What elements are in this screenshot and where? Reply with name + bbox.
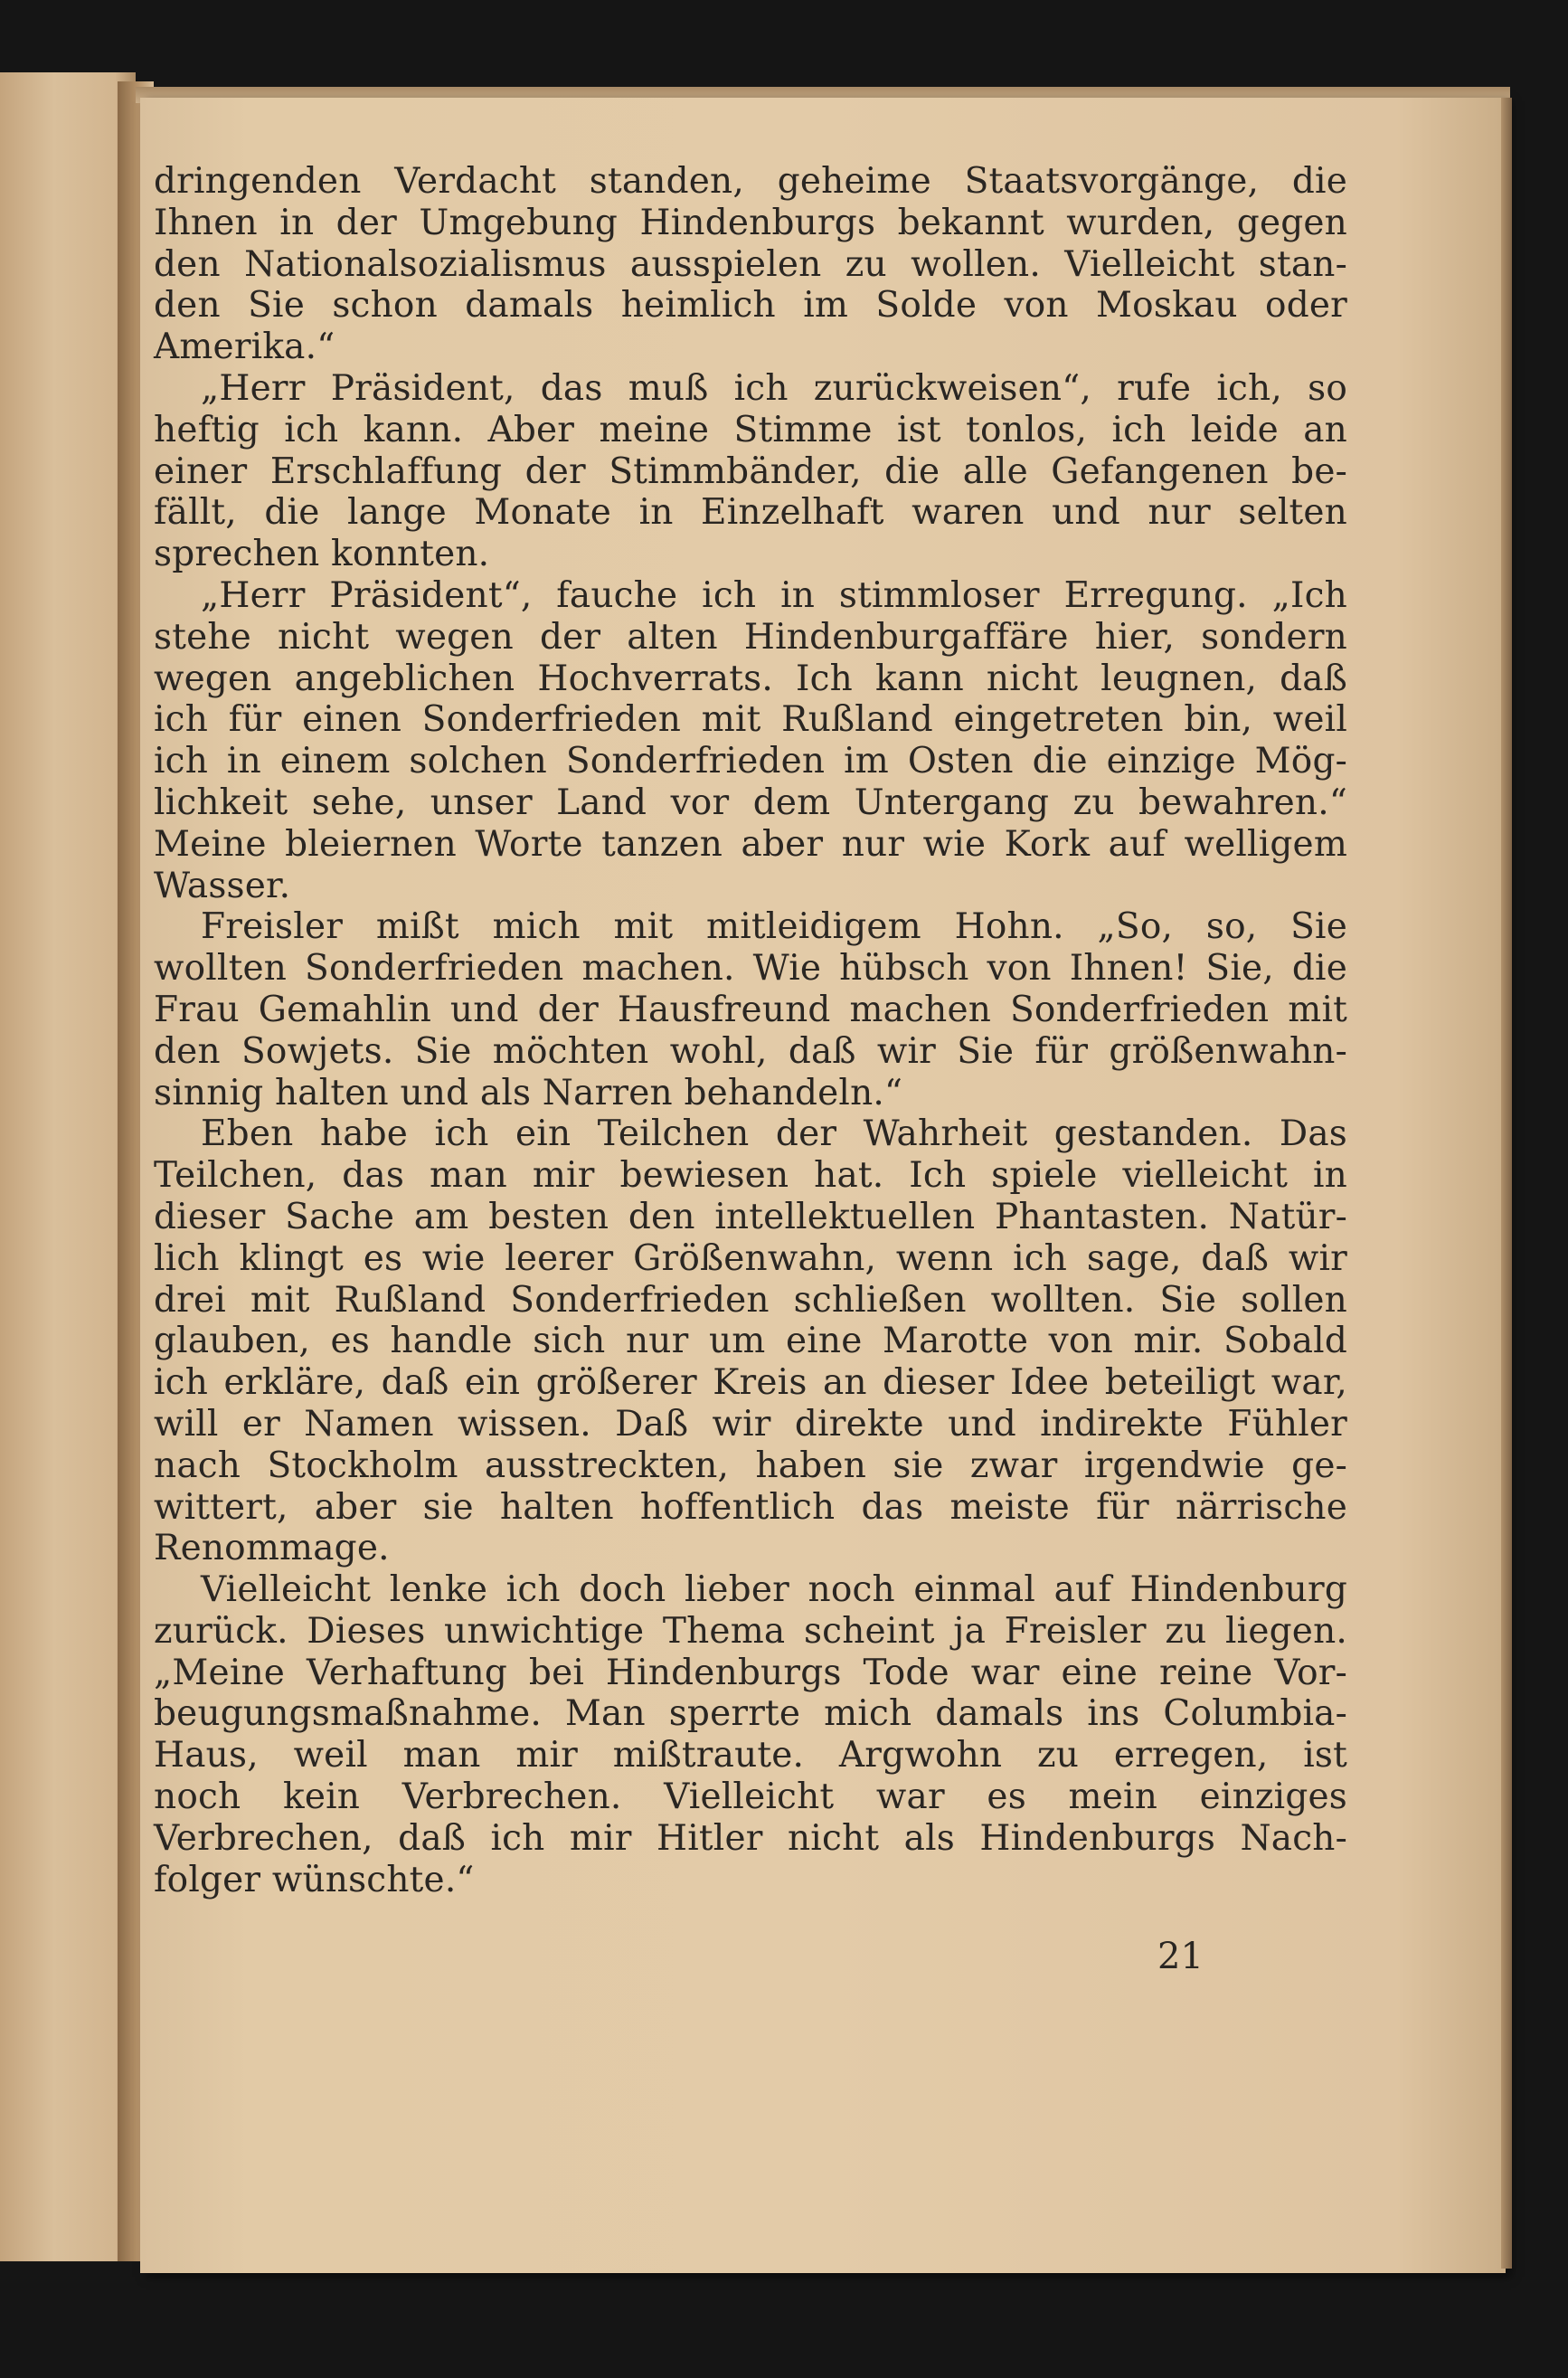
text-line: Eben habe ich ein Teilchen der Wahrheit gestanden. Das (201, 1113, 1347, 1155)
text-line: Haus, weil man mir mißtraute. Argwohn zu erregen, ist (154, 1735, 1347, 1776)
page-right-edge (1501, 98, 1512, 2269)
text-line: will er Namen wissen. Daß wir direkte und indirekte Fühler (154, 1403, 1347, 1445)
text-line: Wasser. (154, 865, 291, 906)
text-line: zurück. Dieses unwichtige Thema scheint ja Freisler zu liegen. (154, 1610, 1347, 1652)
text-line: folger wünschte.“ (154, 1859, 475, 1900)
text-line: fällt, die lange Monate in Einzelhaft waren und nur selten (154, 492, 1347, 534)
text-line: Verbrechen, daß ich mir Hitler nicht als Hindenburgs Nach- (154, 1817, 1347, 1859)
text-line: nach Stockholm ausstreckten, haben sie zwar irgendwie ge- (154, 1445, 1347, 1486)
text-line: „Herr Präsident“, fauche ich in stimmloser Erregung. „Ich (201, 574, 1347, 616)
text-line: „Meine Verhaftung bei Hindenburgs Tode war eine reine Vor- (154, 1652, 1347, 1693)
text-line: Vielleicht lenke ich doch lieber noch einmal auf Hindenburg (201, 1569, 1347, 1611)
text-line: lich klingt es wie leerer Größenwahn, wenn ich sage, daß wir (154, 1237, 1347, 1279)
text-line: Amerika.“ (154, 327, 335, 368)
text-line: stehe nicht wegen der alten Hindenburgaffäre hier, sondern (154, 616, 1347, 658)
previous-page-edge (0, 72, 136, 2261)
page-number: 21 (1157, 1936, 1204, 1977)
previous-page-letter-fragments (0, 72, 18, 2261)
text-line: wittert, aber sie halten hoffentlich das meiste für närrische (154, 1486, 1347, 1528)
text-line: sprechen konnten. (154, 534, 490, 575)
text-line: sinnig halten und als Narren behandeln.“ (154, 1072, 903, 1113)
text-line: ich für einen Sonderfrieden mit Rußland eingetreten bin, weil (154, 699, 1347, 741)
text-line: dieser Sache am besten den intellektuellen Phantasten. Natür- (154, 1196, 1347, 1237)
page-text-block (154, 161, 1347, 1900)
text-line: heftig ich kann. Aber meine Stimme ist tonlos, ich leide an (154, 409, 1347, 450)
text-line: Frau Gemahlin und der Hausfreund machen Sonderfrieden mit (154, 989, 1347, 1030)
text-line: wollten Sonderfrieden machen. Wie hübsch von Ihnen! Sie, die (154, 948, 1347, 990)
text-line: Freisler mißt mich mit mitleidigem Hohn. „So, so, Sie (201, 906, 1347, 948)
text-line: „Herr Präsident, das muß ich zurückweisen“, rufe ich, so (201, 367, 1347, 409)
text-line: noch kein Verbrechen. Vielleicht war es mein einziges (154, 1776, 1347, 1818)
text-line: dringenden Verdacht standen, geheime Staatsvorgänge, die (154, 161, 1347, 202)
text-line: Meine bleiernen Worte tanzen aber nur wie Kork auf welligem (154, 823, 1347, 865)
text-line: den Nationalsozialismus ausspielen zu wollen. Vielleicht stan- (154, 243, 1347, 285)
text-line: ich in einem solchen Sonderfrieden im Osten die einzige Mög- (154, 741, 1347, 782)
text-line: ich erkläre, daß ein größerer Kreis an dieser Idee beteiligt war, (154, 1362, 1347, 1404)
text-line: wegen angeblichen Hochverrats. Ich kann nicht leugnen, daß (154, 658, 1347, 699)
text-line: den Sowjets. Sie möchten wohl, daß wir Sie für größenwahn- (154, 1030, 1347, 1072)
text-line: Teilchen, das man mir bewiesen hat. Ich spiele vielleicht in (154, 1155, 1347, 1197)
text-line: Ihnen in der Umgebung Hindenburgs bekannt wurden, gegen (154, 202, 1347, 243)
text-line: einer Erschlaffung der Stimmbänder, die alle Gefangenen be- (154, 450, 1347, 492)
text-line: glauben, es handle sich nur um eine Marotte von mir. Sobald (154, 1321, 1347, 1362)
text-line: Renommage. (154, 1528, 390, 1569)
text-line: drei mit Rußland Sonderfrieden schließen wollten. Sie sollen (154, 1279, 1347, 1321)
text-line: beugungsmaßnahme. Man sperrte mich damals ins Columbia- (154, 1693, 1347, 1735)
text-line: den Sie schon damals heimlich im Solde von Moskau oder (154, 285, 1347, 327)
text-line: lichkeit sehe, unser Land vor dem Untergang zu bewahren.“ (154, 782, 1347, 823)
